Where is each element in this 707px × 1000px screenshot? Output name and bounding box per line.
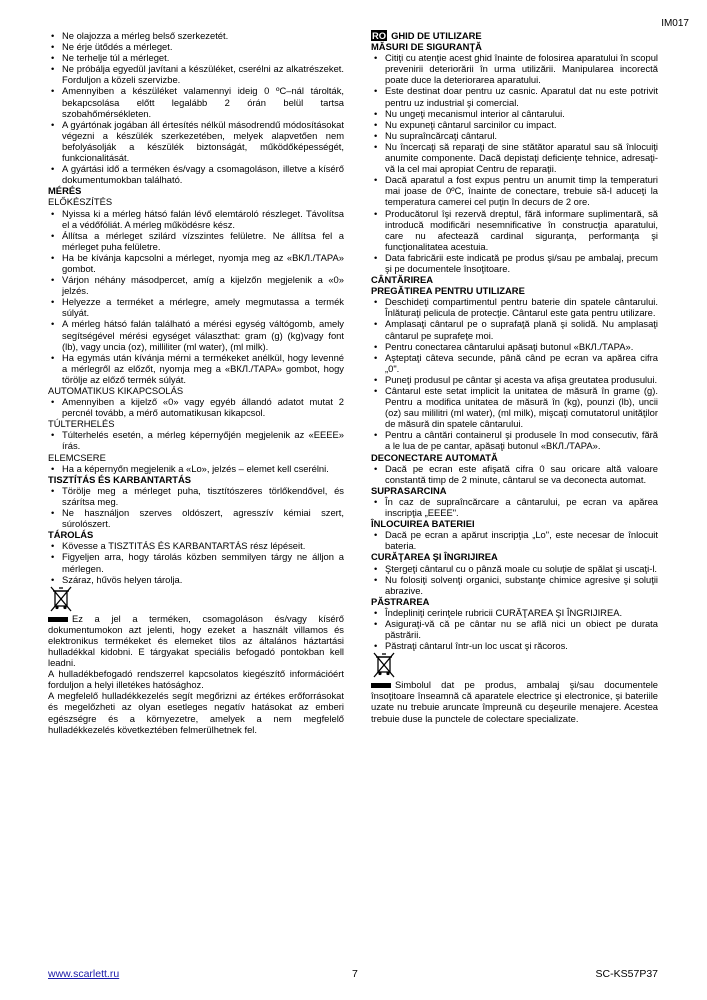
list-item: • Deschideţi compartimentul pentru baterie din spatele cântarului. Înlăturaţi pelicula de protecţie. Cântarul este gata pentru utilizare. <box>371 296 658 318</box>
list-item: • A gyártási idő a terméken és/vagy a csomagoláson, illetve a kísérő dokumentumokban található. <box>48 163 344 185</box>
list-item: • Ne használjon szerves oldószert, agresszív kémiai szert, súrolószert. <box>48 507 344 529</box>
curatarea-list <box>371 563 658 596</box>
list-item: • Cântarul este setat implicit la unitatea de măsură în grame (g). Pentru a modifica unitatea de măsură în (kg), pounzi (lb), uncii (oz) sau mililitri (ml water), (ml milk), mişcaţi comutatorul unităţilor de măsură din spatele cântarului. <box>371 385 658 429</box>
list-item: • Pentru conectarea cântarului apăsaţi butonul «ВКЛ./ТАРА». <box>371 341 658 352</box>
list-item: • Nu folosiţi solvenţi organici, substanţe chimice agresive şi soluţii abrazive. <box>371 574 658 596</box>
list-item: • Aşteptaţi câteva secunde, până când pe ecran va apărea cifra „0". <box>371 352 658 374</box>
heading-tarolas: TÁROLÁS <box>48 529 94 541</box>
list-item: • Túlterhelés esetén, a mérleg képernyőjén megjelenik az «EEEE» írás. <box>48 429 344 451</box>
tisztitas-list <box>48 485 344 529</box>
list-item: • Asiguraţi-vă că pe cântar nu se află nici un obiect pe durata păstrării. <box>371 618 658 640</box>
heading-elokeszites: ELŐKÉSZÍTÉS <box>48 196 113 208</box>
list-item: • Nu expuneţi cântarul sarcinilor cu impact. <box>371 119 658 130</box>
meres-list <box>48 208 344 386</box>
heading-suprasarcina: SUPRASARCINA <box>371 484 447 496</box>
list-item: • Ha egymás után kívánja mérni a termékeket anélkül, hogy levenné a mérlegről az előzőt, nyomja meg a «ВКЛ./ТАРА» gombot, hogy törölje az előző termék súlyát. <box>48 352 344 385</box>
heading-pregatirea: PREGĂTIREA PENTRU UTILIZARE <box>371 285 525 297</box>
list-item: • Ştergeţi cântarul cu o pânză moale cu soluţie de spălat şi uscaţi-l. <box>371 563 658 574</box>
heading-curatarea: CURĂŢAREA ŞI ÎNGRIJIREA <box>371 551 498 563</box>
list-item: • A mérleg hátsó falán található a mérési egység váltógomb, amely segítségével mérési egységet választhat: gram (g) (kg)vagy font (lb), vagy uncia (oz), milliliter (ml water), (ml milk). <box>48 318 344 351</box>
list-item: • Dacă pe ecran a apărut inscripţia „Lo", este necesar de înlocuit bateria. <box>371 529 658 551</box>
heading-pastrarea: PĂSTRAREA <box>371 595 430 607</box>
heading-tisztitas: TISZTÍTÁS ÉS KARBANTARTÁS <box>48 473 192 485</box>
heading-meres: MÉRÉS <box>48 185 82 197</box>
list-item: • A gyártónak jogában áll értesítés nélkül másodrendű módosításokat végezni a készülék szerkezetében, melyek alapvetően nem befolyásolják a készülék biztonságát, működőképességét, funkcionalitását. <box>48 119 344 163</box>
list-item: • Ne olajozza a mérleg belső szerkezetét. <box>48 30 344 41</box>
elemcsere-list <box>48 463 344 474</box>
list-item: • Amennyiben a készüléket valamennyi ideig 0 ºC–nál tárolták, bekapcsolása előtt legalább 2 órán belül tartsa szobahőmérsékleten. <box>48 85 344 118</box>
recycle-paragraph-1: Ez a jel a terméken, csomagoláson és/vagy kísérő dokumentumokon azt jelenti, hogy ezeket a használt villamos és elektronikus termékeket és elemeket tilos az általános háztartási hulladékkal kidobni. E tárgyakat speciális befogadó pontokban kell leadni. <box>48 612 344 669</box>
inlocuirea-list <box>371 529 658 551</box>
weee-bar-icon <box>371 683 391 688</box>
list-item: • Nu ungeţi mecanismul interior al cântarului. <box>371 108 658 119</box>
list-item: • Nyissa ki a mérleg hátsó falán lévő elemtároló részleget. Távolítsa el a védőfóliát. A mérleg működésre kész. <box>48 208 344 230</box>
website-link[interactable]: www.scarlett.ru <box>48 968 120 980</box>
list-item: • Păstraţi cântarul într-un loc uscat şi răcoros. <box>371 640 658 651</box>
heading-deconectare: DECONECTARE AUTOMATĂ <box>371 451 498 463</box>
list-item: • Ha a képernyőn megjelenik a «Lo», jelzés – elemet kell cserélni. <box>48 463 344 474</box>
deconectare-list <box>371 463 658 485</box>
heading-inlocuirea: ÎNLOCUIREA BATERIEI <box>371 518 475 530</box>
recycle-paragraph-2: A hulladékbefogadó rendszerrel kapcsolatos kiegészítő információért forduljon a helyi illetékes hatósághoz. <box>48 668 344 691</box>
auto-list <box>48 396 344 418</box>
list-item: • Ne érje ütődés a mérleget. <box>48 41 344 52</box>
heading-tulterheles: TÚLTERHELÉS <box>48 418 115 430</box>
heading-masuri: MĂSURI DE SIGURANŢĂ <box>371 41 482 53</box>
list-item: • Helyezze a terméket a mérlegre, amely megmutassa a termék súlyát. <box>48 296 344 318</box>
list-item: • Puneţi produsul pe cântar şi acesta va afişa greutatea produsului. <box>371 374 658 385</box>
pregatirea-list <box>371 296 658 451</box>
list-item: • Nu încercaţi să reparaţi de sine stătător aparatul sau să înlocuiţi anumite componente. Dacă depistaţi deficienţe tehnice, adresaţi-vă la cel mai apropiat Centru de reparaţii. <box>371 141 658 174</box>
list-item: • Várjon néhány másodpercet, amíg a kijelzőn megjelenik a «0» jelzés. <box>48 274 344 296</box>
heading-elemcsere: ELEMCSERE <box>48 451 106 463</box>
page-title: RO GHID DE UTILIZARE <box>372 30 482 41</box>
list-item: • Este destinat doar pentru uz casnic. Aparatul dat nu este potrivit pentru uz industrial şi comercial. <box>371 85 658 107</box>
recycle-paragraph: Simbolul dat pe produs, ambalaj şi/sau documentele însoţitoare înseamnă că aparatele electrice şi electronice, şi bateriile uzate nu trebuie aruncate împreună cu deşeurile menajere. Acestea trebuie duse la punctele de colectare specializate. <box>371 679 658 724</box>
list-item: • În caz de supraîncărcare a cântarului, pe ecran va apărea inscripţia „EEEE". <box>371 496 658 518</box>
list-item: • Producătorul îşi rezervă dreptul, fără informare suplimentară, să introducă modificări nesemnificative în construcţia aparatului, care nu afectează cardinal siguranţa, performanţa şi funcţionalitatea acestuia. <box>371 208 658 252</box>
heading-automatikus-kikapcsolas: AUTOMATIKUS KIKAPCSOLÁS <box>48 385 184 396</box>
list-item: • Dacă aparatul a fost expus pentru un anumit timp la temperaturi mai joase de 0ºC, înainte de conectare, trebuie să-l aduceţi la temperatura camerei cel puţin în decurs de 2 ore. <box>371 174 658 207</box>
list-item: • Amennyiben a kijelző «0» vagy egyéb állandó adatot mutat 2 percnél tovább, a mérő automatikusan kikapcsol. <box>48 396 344 418</box>
weee-bar-icon <box>48 617 68 622</box>
list-item: • Îndepliniţi cerinţele rubricii CURĂŢAREA ŞI ÎNGRIJIREA. <box>371 607 658 618</box>
suprasarcina-list <box>371 496 658 518</box>
crossed-bin-icon <box>371 651 397 679</box>
crossed-bin-icon <box>48 585 74 613</box>
list-item: • Citiţi cu atenţie acest ghid înainte de folosirea aparatului în scopul prevenirii deteriorării în urma utilizării. Manipularea incorectă poate duce la deteriorarea aparatului. <box>371 52 658 85</box>
list-item: • Ne próbálja egyedül javítani a készüléket, cserélni az alkatrészeket. Forduljon a közeli szervizbe. <box>48 63 344 85</box>
heading-cantarirea: CÂNTĂRIREA <box>371 274 433 286</box>
list-item: • Ne terhelje túl a mérleget. <box>48 52 344 63</box>
masuri-list <box>371 52 658 274</box>
list-item: • Kövesse a TISZTITÁS ÉS KARBANTARTÁS rész lépéseit. <box>48 540 344 551</box>
list-item: • Dacă pe ecran este afişată cifra 0 sau oricare altă valoare constantă timp de 2 minute, cântarul se va deconecta automat. <box>371 463 658 485</box>
list-item: • Száraz, hűvös helyen tárolja. <box>48 574 344 585</box>
list-item: • Nu supraîncărcaţi cântarul. <box>371 130 658 141</box>
recycle-paragraph-3: A megfelelő hulladékkezelés segít megőrizni az értékes erőforrásokat és megelőzheti az olyan esetleges negatív hatásokat az emberi egészségre és a környezetre, amelyek a nem megfelelő hulladékkezelés következtében felmerülhetnek fel. <box>48 690 344 735</box>
language-badge: RO <box>372 30 387 41</box>
tarolas-list <box>48 540 344 584</box>
list-item: • Ha be kívánja kapcsolni a mérleget, nyomja meg az «ВКЛ./ТАРА» gombot. <box>48 252 344 274</box>
page-footer <box>48 968 658 982</box>
document-code: IM017 <box>661 18 689 29</box>
list-item: • Data fabricării este indicată pe produs şi/sau pe ambalaj, precum şi pe documentele însoţitoare. <box>371 252 658 274</box>
intro-list <box>48 30 344 185</box>
list-item: • Figyeljen arra, hogy tárolás közben semmilyen tárgy ne álljon a mérlegen. <box>48 551 344 573</box>
list-item: • Állítsa a mérleget szilárd vízszintes felületre. Ne állítsa fel a mérleget puha felületre. <box>48 230 344 252</box>
tulterheles-list <box>48 429 344 451</box>
pastrarea-list <box>371 607 658 651</box>
list-item: • Pentru a cântări containerul şi produsele în mod consecutiv, fără a le lua de pe cantar, apăsaţi butonul «ВКЛ./ТАРА». <box>371 429 658 451</box>
list-item: • Amplasaţi cântarul pe o suprafaţă plană şi solidă. Nu amplasaţi cântarul pe suprafeţe moi. <box>371 318 658 340</box>
model-number: SC-KS57P37 <box>595 968 658 980</box>
left-column <box>48 30 344 735</box>
right-column <box>371 30 658 724</box>
list-item: • Törölje meg a mérleget puha, tisztítószeres törlőkendővel, és szárítsa meg. <box>48 485 344 507</box>
page-number: 7 <box>352 968 358 980</box>
